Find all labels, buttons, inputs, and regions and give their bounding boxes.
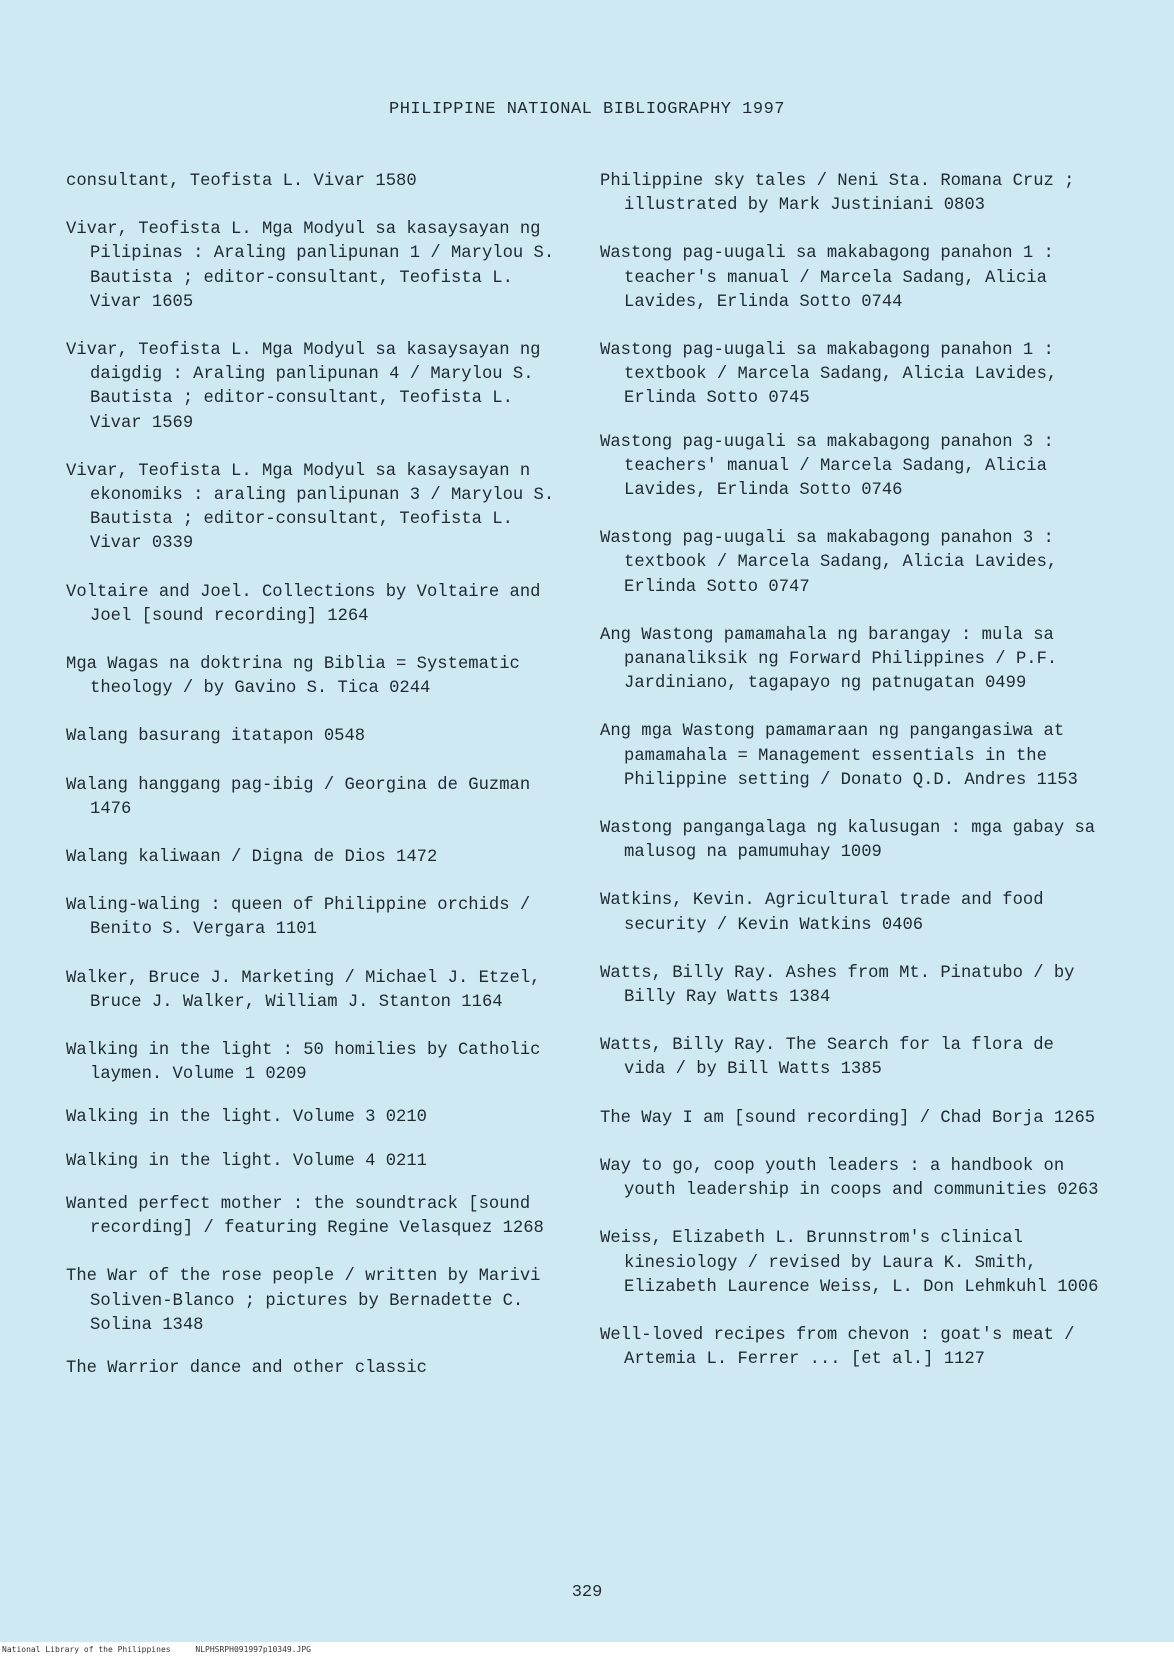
bibliography-entry: The Warrior dance and other classic [66, 1358, 427, 1378]
footer-file: NLPHSRPH091997p10349.JPG [195, 1645, 311, 1654]
bibliography-entry: The War of the rose people / written by Marivi Soliven-Blanco ; pictures by Bernadette C. Solina 1348 [66, 1267, 541, 1335]
bibliography-entry: Wanted perfect mother : the soundtrack [sound recording] / featuring Regine Velasquez 1268 [66, 1194, 544, 1239]
bibliography-entry: Wastong pag-uugali sa makabagong panahon 3 : teachers' manual / Marcela Sadang, Alicia Lavides, Erlinda Sotto 0746 [600, 432, 1054, 501]
bibliography-entry: Walang basurang itatapon 0548 [66, 727, 366, 747]
left-column [66, 170, 566, 1400]
page-title: PHILIPPINE NATIONAL BIBLIOGRAPHY 1997 [389, 100, 785, 119]
footer-library: National Library of the Philippines [2, 1645, 171, 1654]
bibliography-entry: Wastong pangangalaga ng kalusugan : mga gabay sa malusog na pamumuhay 1009 [600, 819, 1096, 863]
bibliography-entry: Weiss, Elizabeth L. Brunnstrom's clinical kinesiology / revised by Laura K. Smith, Elizabeth Laurence Weiss, L. Don Lehmkuhl 1006 [600, 1229, 1099, 1297]
bibliography-entry: Wastong pag-uugali sa makabagong panahon 1 : textbook / Marcela Sadang, Alicia Lavides, Erlinda Sotto 0745 [600, 341, 1058, 409]
scan-footer [0, 1642, 1174, 1658]
bibliography-entry: Mga Wagas na doktrina ng Biblia = Systematic theology / by Gavino S. Tica 0244 [66, 655, 520, 699]
bibliography-entry: Walking in the light. Volume 3 0210 [66, 1108, 427, 1128]
bibliography-entry: Walking in the light. Volume 4 0211 [66, 1151, 427, 1171]
bibliography-entry: Watts, Billy Ray. The Search for la flora de vida / by Bill Watts 1385 [600, 1036, 1054, 1080]
bibliography-entry: Vivar, Teofista L. Mga Modyul sa kasaysayan ng Pilipinas : Araling panlipunan 1 / Marylou S. Bautista ; editor-consultant, Teofista L. Vivar 1605 [66, 220, 555, 312]
bibliography-entry: Well-loved recipes from chevon : goat's meat / Artemia L. Ferrer ... [et al.] 1127 [600, 1325, 1075, 1370]
bibliography-entry: Walang hanggang pag-ibig / Georgina de Guzman 1476 [66, 775, 531, 819]
bibliography-entry: Walker, Bruce J. Marketing / Michael J. Etzel, Bruce J. Walker, William J. Stanton 1164 [66, 968, 541, 1012]
bibliography-entry: The Way I am [sound recording] / Chad Borja 1265 [600, 1108, 1096, 1128]
bibliography-entry: Vivar, Teofista L. Mga Modyul sa kasaysayan ng daigdig : Araling panlipunan 4 / Marylou S. Bautista ; editor-consultant, Teofista L. Vivar 1569 [66, 341, 541, 433]
bibliography-entry: Vivar, Teofista L. Mga Modyul sa kasaysayan n ekonomiks : araling panlipunan 3 / Marylou S. Bautista ; editor-consultant, Teofista L. Vivar 0339 [66, 461, 555, 554]
bibliography-entry: Watkins, Kevin. Agricultural trade and food security / Kevin Watkins 0406 [600, 891, 1044, 935]
bibliography-entry: Voltaire and Joel. Collections by Voltaire and Joel [sound recording] 1264 [66, 582, 541, 626]
bibliography-entry: Waling-waling : queen of Philippine orchids / Benito S. Vergara 1101 [66, 896, 531, 940]
page-number: 329 [571, 1583, 603, 1602]
bibliography-entry: Wastong pag-uugali sa makabagong panahon 1 : teacher's manual / Marcela Sadang, Alicia Lavides, Erlinda Sotto 0744 [600, 244, 1054, 312]
bibliography-entry: Walking in the light : 50 homilies by Catholic laymen. Volume 1 0209 [66, 1041, 541, 1085]
bibliography-entry: Philippine sky tales / Neni Sta. Romana Cruz ; illustrated by Mark Justiniani 0803 [600, 172, 1075, 216]
bibliography-entry: Ang mga Wastong pamamaraan ng pangangasiwa at pamamahala = Management essentials in the Philippine setting / Donato Q.D. Andres 1153 [600, 722, 1078, 790]
bibliography-entry: consultant, Teofista L. Vivar 1580 [66, 172, 417, 191]
bibliography-entry: Way to go, coop youth leaders : a handbook on youth leadership in coops and communities 0263 [600, 1156, 1099, 1201]
bibliography-entry: Ang Wastong pamamahala ng barangay : mula sa pananaliksik ng Forward Philippines / P.F. Jardiniano, tagapayo ng patnugatan 0499 [600, 625, 1058, 694]
right-column [600, 170, 1100, 1396]
bibliography-entry: Wastong pag-uugali sa makabagong panahon 3 : textbook / Marcela Sadang, Alicia Lavides, Erlinda Sotto 0747 [600, 529, 1058, 597]
bibliography-entry: Watts, Billy Ray. Ashes from Mt. Pinatubo / by Billy Ray Watts 1384 [600, 963, 1075, 1008]
bibliography-entry: Walang kaliwaan / Digna de Dios 1472 [66, 848, 438, 868]
